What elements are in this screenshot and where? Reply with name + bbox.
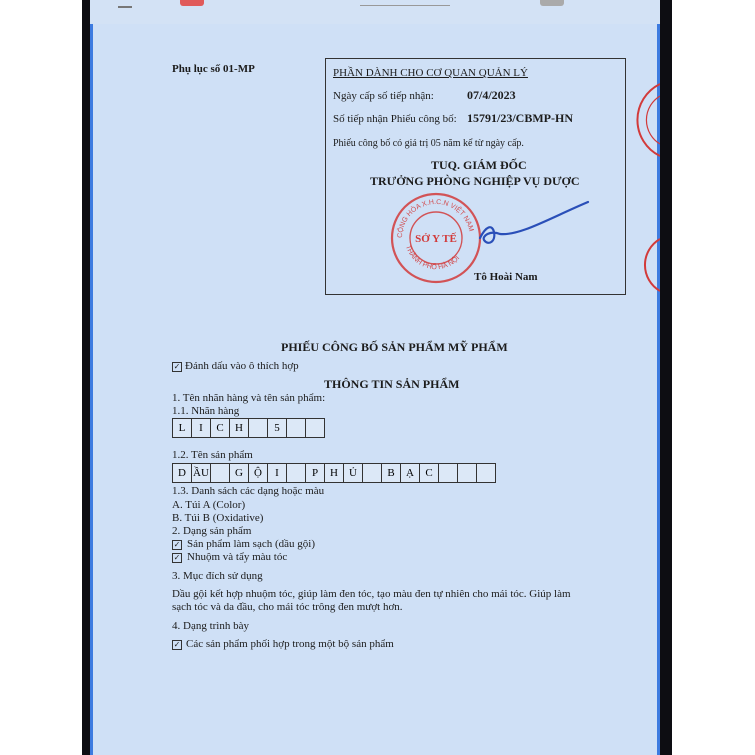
address-bar[interactable] xyxy=(360,0,450,6)
tab-indicator[interactable] xyxy=(180,0,204,6)
brand-cell xyxy=(249,419,268,437)
product-cell: P xyxy=(306,464,325,482)
purpose-line-2: sạch tóc và da đầu, cho mái tóc trông đen mượt hơn. xyxy=(172,601,403,613)
form-title: PHIẾU CÔNG BỐ SẢN PHẨM MỸ PHẨM xyxy=(281,340,508,354)
checkbox-note[interactable]: ✓ xyxy=(173,362,181,371)
item-4: 4. Dạng trình bày xyxy=(172,620,249,632)
signer-title-2: TRƯỞNG PHÒNG NGHIỆP VỤ DƯỢC xyxy=(370,174,580,188)
variant-a: A. Túi A (Color) xyxy=(172,499,246,511)
product-cell: ẦU xyxy=(192,464,211,482)
receipt-date: 07/4/2023 xyxy=(467,88,516,102)
signature xyxy=(470,196,600,256)
appendix-label: Phụ lục số 01-MP xyxy=(172,63,255,75)
product-cell: Ủ xyxy=(344,464,363,482)
form-option-cleansing: Sản phẩm làm sạch (dầu gội) xyxy=(187,538,315,550)
variant-b: B. Túi B (Oxidative) xyxy=(172,512,264,524)
checkbox-cleansing[interactable]: ✓ xyxy=(173,540,181,549)
signer-title-1: TUQ. GIÁM ĐỐC xyxy=(431,158,527,172)
product-cell xyxy=(211,464,230,482)
signer-name: Tô Hoài Nam xyxy=(474,271,538,283)
item-1-3: 1.3. Danh sách các dạng hoặc màu xyxy=(172,485,325,497)
product-cell xyxy=(363,464,382,482)
brand-cell: L xyxy=(173,419,192,437)
item-1-1: 1.1. Nhãn hàng xyxy=(172,405,240,417)
product-cell: Ạ xyxy=(401,464,420,482)
checkbox-presentation[interactable]: ✓ xyxy=(173,640,181,649)
stamp-ring-top: CỘNG HÒA X.H.C.N VIỆT NAM xyxy=(396,198,475,239)
receipt-no: 15791/23/CBMP-HN xyxy=(467,111,573,125)
top-toolbar xyxy=(90,0,660,24)
presentation-option: Các sản phẩm phối hợp trong một bộ sản phẩm xyxy=(186,638,394,650)
stamp-ring-bottom: THÀNH PHỐ HÀ NỘI xyxy=(404,244,462,272)
receipt-no-label: Số tiếp nhận Phiếu công bố: xyxy=(333,113,457,125)
menu-icon[interactable] xyxy=(540,0,564,6)
product-grid xyxy=(172,463,496,483)
product-cell xyxy=(477,464,495,482)
product-cell xyxy=(458,464,477,482)
brand-cell: 5 xyxy=(268,419,287,437)
product-cell xyxy=(439,464,458,482)
stamp-center: SỞ Y TẾ xyxy=(415,233,457,245)
left-margin xyxy=(0,0,82,755)
item-1: 1. Tên nhãn hàng và tên sản phẩm: xyxy=(172,392,326,404)
brand-cell xyxy=(306,419,324,437)
back-icon[interactable] xyxy=(118,0,132,8)
brand-cell xyxy=(287,419,306,437)
product-cell: D xyxy=(173,464,192,482)
brand-cell: C xyxy=(211,419,230,437)
form-option-dye: Nhuộm và tẩy màu tóc xyxy=(187,551,288,563)
checkbox-dye[interactable]: ✓ xyxy=(173,553,181,562)
product-cell: Ộ xyxy=(249,464,268,482)
product-cell: G xyxy=(230,464,249,482)
admin-header: PHẦN DÀNH CHO CƠ QUAN QUẢN LÝ xyxy=(333,67,528,79)
item-1-2: 1.2. Tên sản phẩm xyxy=(172,449,253,461)
item-2: 2. Dạng sản phẩm xyxy=(172,525,252,537)
brand-cell: I xyxy=(192,419,211,437)
product-cell: H xyxy=(325,464,344,482)
edge-stamp-fragment-2 xyxy=(640,235,660,295)
product-cell: C xyxy=(420,464,439,482)
edge-stamp-fragment xyxy=(636,80,660,160)
brand-cell: H xyxy=(230,419,249,437)
product-cell: B xyxy=(382,464,401,482)
product-cell: I xyxy=(268,464,287,482)
purpose-line-1: Dầu gội kết hợp nhuộm tóc, giúp làm đen tóc, tạo màu đen tự nhiên cho mái tóc. Giúp làm xyxy=(172,588,571,600)
product-cell xyxy=(287,464,306,482)
brand-grid xyxy=(172,418,325,438)
item-3: 3. Mục đích sử dụng xyxy=(172,570,263,582)
validity-note: Phiếu công bố có giá trị 05 năm kể từ ngày cấp. xyxy=(333,138,524,149)
receipt-date-label: Ngày cấp số tiếp nhận: xyxy=(333,90,434,102)
section-title: THÔNG TIN SẢN PHẨM xyxy=(324,377,460,391)
check-note-text: Đánh dấu vào ô thích hợp xyxy=(185,360,299,372)
